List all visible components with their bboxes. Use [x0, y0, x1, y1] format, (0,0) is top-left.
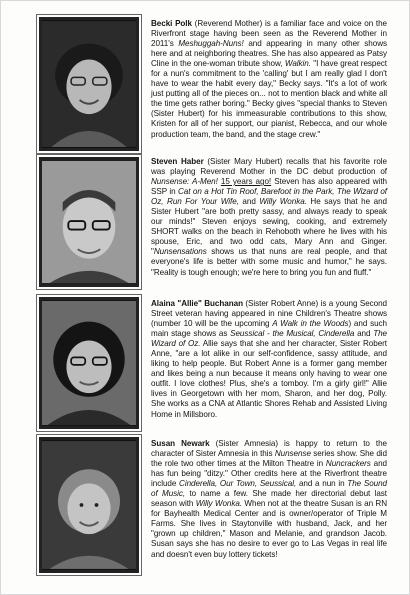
- italic-title: Nunsense: [274, 449, 311, 459]
- performer-name: Alaina "Allie" Buchanan: [151, 299, 243, 308]
- bio-text-segment: (Sister Amnesia) is happy to return to the character of Sister Amnesia in this: [151, 439, 387, 459]
- underlined-text: 15 years ago!: [220, 177, 272, 187]
- bio-text-segment: (Sister Robert Anne) is a young Second Street veteran having appeared in nine Children's Theatre shows (number 10 will be the upcoming: [151, 299, 387, 329]
- bio-text-segment: and a nun in: [296, 479, 348, 489]
- bio-paragraph: [151, 19, 387, 139]
- performer-name: Steven Haber: [151, 157, 204, 166]
- bio-text-segment: He says that he and Sister Hubert "are both pretty sassy, and always ready to speak our minds!" Steven enjoys sewing, cooking, and extremely SHORT walks on the beach in Rehoboth where he lives with his spouse, Eric, and two odd cats, Mary Ann and Ginger. ": [151, 197, 387, 257]
- italic-title: Seussical - the Musical, Cinderella: [230, 329, 355, 339]
- bio-text-segment: series show. She did the role two other times at the Milton Theatre in: [151, 449, 388, 469]
- bio-becki-polk: [1, 15, 410, 155]
- bio-text-segment: to name a few. She made her directorial debut last season with: [151, 489, 387, 509]
- bio-alaina-buchanan: [1, 295, 410, 435]
- bio-text-segment: shows us that nuns are real people, and that everyone's life is better with some music and humor," he says. "Reality is tough enough; we're here to bring you fun and fluff.": [151, 247, 387, 277]
- headshot-image: [42, 300, 136, 426]
- headshot-photo-alaina-buchanan: [39, 297, 139, 429]
- performer-name: Becki Polk: [151, 19, 192, 28]
- performer-name: Susan Newark: [151, 439, 210, 448]
- bio-text: [151, 157, 387, 278]
- bio-paragraph: [151, 157, 387, 277]
- bio-text-segment: and has fun being "ditzy." Other credits here at the Riverfront theatre include: [151, 459, 387, 489]
- bio-text: [151, 19, 387, 140]
- bio-text: [151, 299, 387, 420]
- italic-title: The Wizard of Oz.: [151, 329, 387, 349]
- bio-susan-newark: [1, 435, 410, 585]
- italic-title: Nunsense: A-Men!: [151, 177, 218, 187]
- italic-title: Nunsensations: [153, 247, 207, 257]
- italic-title: Cinderella, Our Town, Seussical,: [179, 479, 297, 489]
- italic-title: Willy Wonka.: [259, 197, 307, 207]
- bio-text: [151, 439, 387, 560]
- headshot-image: [42, 440, 136, 570]
- bio-text-segment: ) and such main stage shows as: [151, 319, 387, 339]
- bio-text-segment: Allie says that she and her character, Sister Robert Anne, "are a lot alike in our self-confidence, sassy attitude, and liking to help people. But Robert Anne is a former gang member and likes being a nun because it means only having to wear one outfit. I love clothes! Plus, she's a tomboy. I'm a girly girl!" Allie lives in Georgetown with her mom, Sharon, and her dog, Polly. She works as a CNA at Atlantic Shores Rehab and Assisted Living Home in Millsboro.: [151, 339, 387, 419]
- bio-paragraph: [151, 299, 387, 419]
- bio-text-segment: and: [354, 329, 374, 339]
- italic-title: Cat on a Hot Tin Roof, Barefoot in the Park, The Wizard of Oz, Run For Your Wife,: [151, 187, 387, 207]
- italic-title: Nuncrackers: [325, 459, 371, 469]
- bio-text-segment: (Reverend Mother) is a familiar face and voice on the Riverfront stage having been seen as the Reverend Mother in 2011's: [151, 19, 387, 49]
- bio-steven-haber: [1, 153, 410, 293]
- italic-title: Willy Wonka.: [195, 499, 243, 509]
- headshot-image: [42, 20, 136, 148]
- bio-text-segment: When not at the theatre Susan is an RN for Bayhealth Medical Center and is owner/operator of Triple M Farms. She lives in Staytonville with husband, Jack, and her "grown up children," Mason and Melanie, and grandson Jacob. Susan says she has no desire to ever go to Las Vegas in real life and doesn't even buy lottery tickets!: [151, 499, 387, 559]
- italic-title: Meshuggah-Nuns!: [178, 39, 244, 49]
- italic-title: Walkin.: [284, 59, 311, 69]
- italic-title: A Walk in the Woods: [272, 319, 349, 329]
- bio-text-segment: and appearing in many other shows here and at neighboring theatres. She has also appeared as Patsy Cline in the one-woman tribute show,: [151, 39, 388, 69]
- headshot-photo-steven-haber: [39, 157, 139, 287]
- bio-text-segment: (Sister Mary Hubert) recalls that his favorite role was playing Reverend Mother in the DC debut production of: [151, 157, 387, 177]
- headshot-image: [42, 160, 136, 284]
- headshot-photo-susan-newark: [39, 437, 139, 573]
- bio-text-segment: Steven has also appeared with SSP in: [151, 177, 387, 197]
- bio-text-segment: and: [238, 197, 260, 207]
- bio-paragraph: [151, 439, 387, 559]
- bio-text-segment: "I have great respect for a nun's commitment to the 'calling' but I am really glad I don't have to wear the habit every day," Becky says. "It's a lot of work just putting all of the pieces on... not to mention black and white all the time gets rather boring." Becky gives "special thanks to Steven (Sister Hubert) for his immeasurable contributions to this show, Kristen for all of her support, our pianist, Rebecca, and our whole production team, the band, and the stage crew.": [151, 59, 388, 139]
- italic-title: The Sound of Music,: [151, 479, 387, 499]
- headshot-photo-becki-polk: [39, 17, 139, 151]
